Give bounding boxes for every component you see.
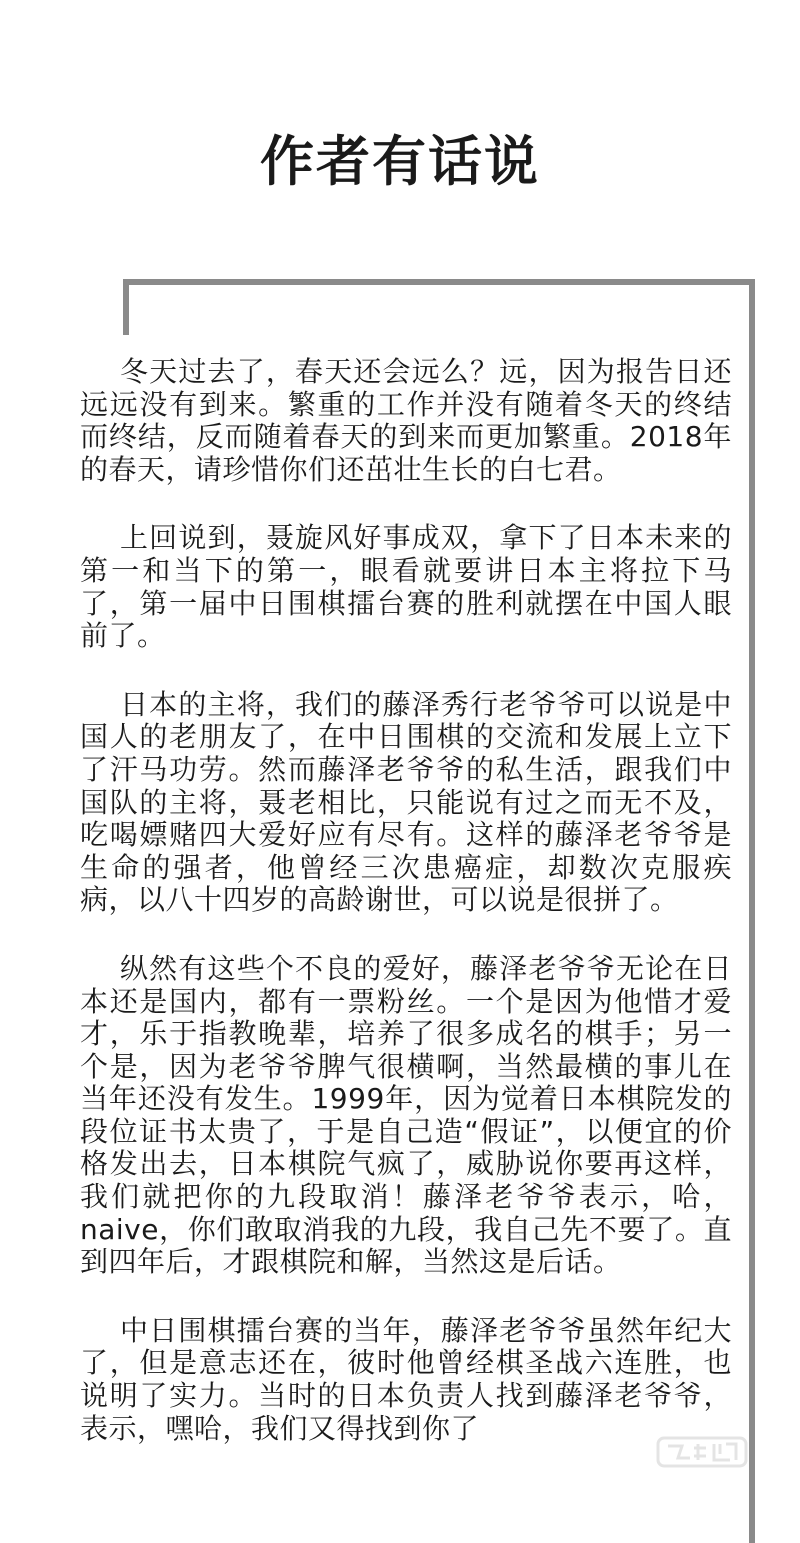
frame-top-border (123, 279, 755, 285)
article-body (80, 356, 732, 1481)
paragraph-4: 纵然有这些个不良的爱好，藤泽老爷爷无论在日本还是国内，都有一票粉丝。一个是因为他惜才爱才，乐于指教晚辈，培养了很多成名的棋手；另一个是，因为老爷爷脾气很横啊，当然最横的事儿在当年还没有发生。1999年，因为觉着日本棋院发的段位证书太贵了，于是自己造“假证”，以便宜的价格发出去，日本棋院气疯了，威胁说你要再这样，我们就把你的九段取消！藤泽老爷爷表示，哈，naive，你们敢取消我的九段，我自己先不要了。直到四年后，才跟棋院和解，当然这是后话。 (80, 951, 732, 1279)
paragraph-3: 日本的主将，我们的藤泽秀行老爷爷可以说是中国人的老朋友了，在中日围棋的交流和发展上立下了汗马功劳。然而藤泽老爷爷的私生活，跟我们中国队的主将，聂老相比，只能说有过之而无不及，吃喝嫖赌四大爱好应有尽有。这样的藤泽老爷爷是生命的强者，他曾经三次患癌症，却数次克服疾病，以八十四岁的高龄谢世，可以说是很拼了。 (80, 687, 732, 917)
paragraph-1: 冬天过去了，春天还会远么？远，因为报告日还远远没有到来。繁重的工作并没有随着冬天的终结而终结，反而随着春天的到来而更加繁重。2018年的春天，请珍惜你们还茁壮生长的白七君。 (80, 355, 732, 486)
frame-left-corner (123, 279, 129, 335)
watermark-logo-icon (656, 1432, 748, 1472)
page-title: 作者有话说 (260, 129, 540, 193)
paragraph-2: 上回说到，聂旋风好事成双，拿下了日本未来的第一和当下的第一，眼看就要讲日本主将拉下马了，第一届中日围棋擂台赛的胜利就摆在中国人眼前了。 (80, 521, 732, 653)
paragraph-5: 中日围棋擂台赛的当年，藤泽老爷爷虽然年纪大了，但是意志还在，彼时他曾经棋圣战六连胜，也说明了实力。当时的日本负责人找到藤泽老爷爷，表示，嘿哈，我们又得找到你了 (80, 1313, 732, 1445)
frame-right-border (749, 279, 755, 1543)
